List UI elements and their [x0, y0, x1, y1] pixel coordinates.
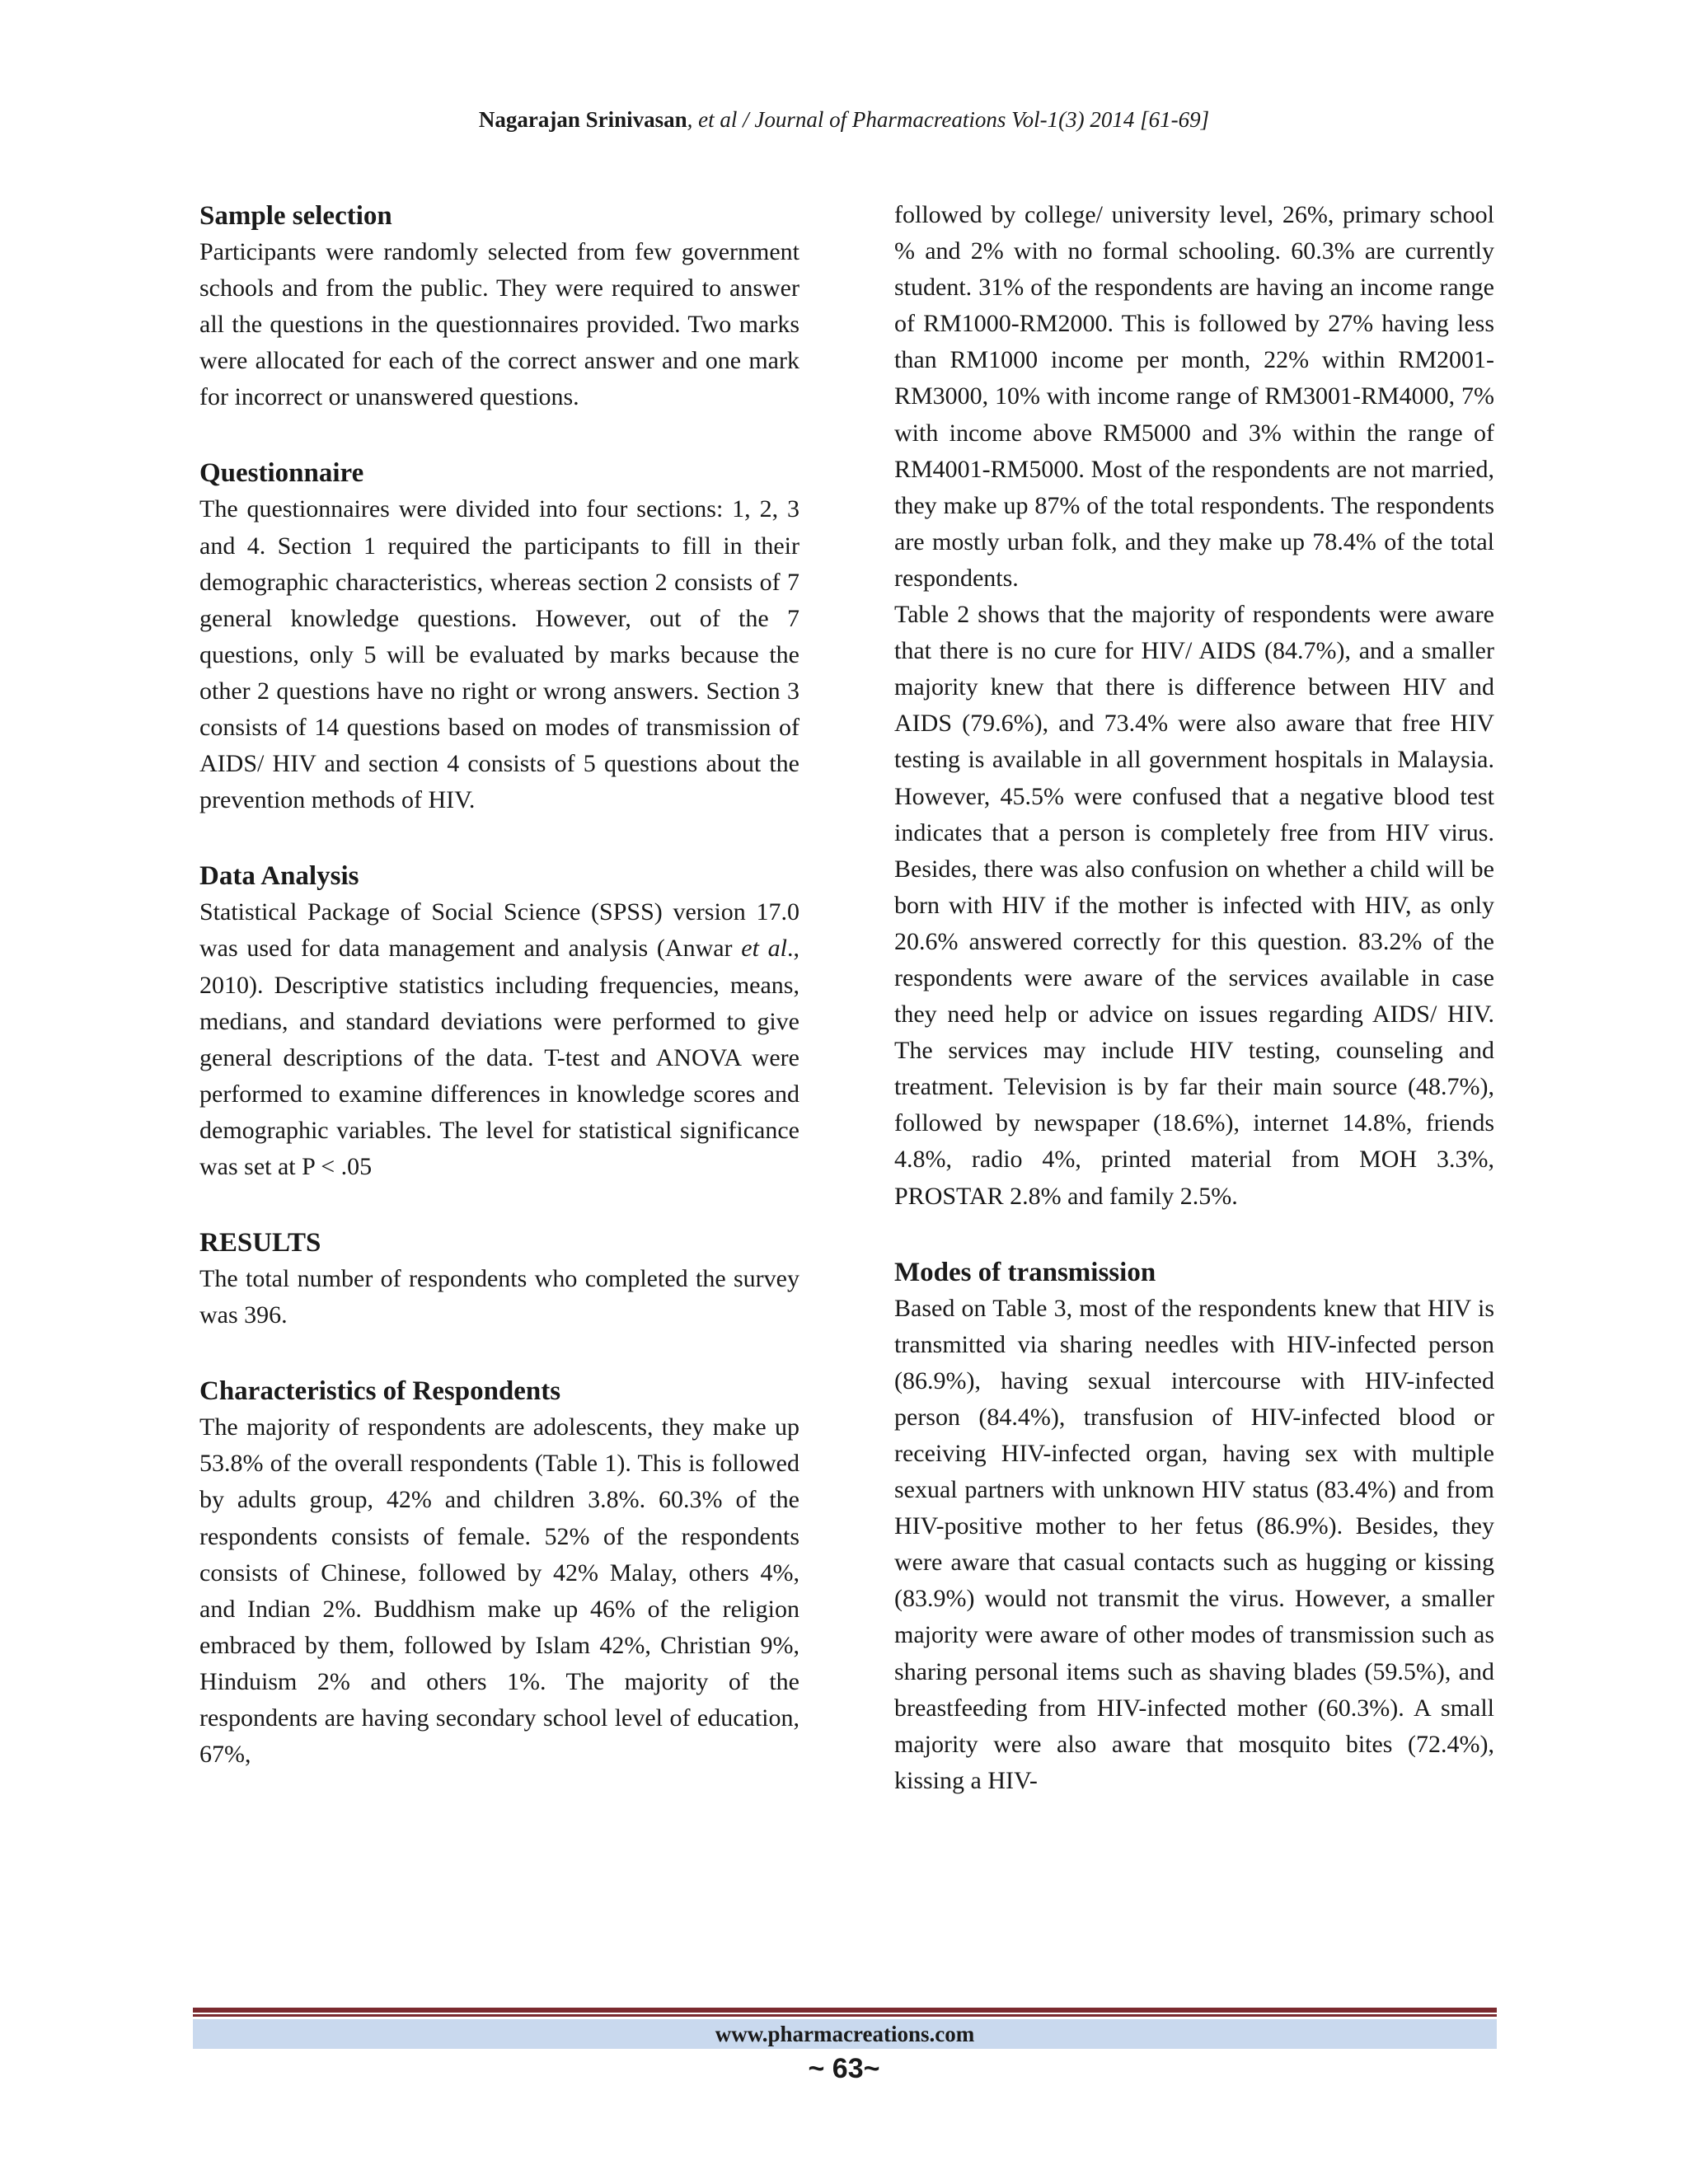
section-gap: [199, 1185, 799, 1221]
section-gap: [199, 1333, 799, 1370]
running-header: [0, 105, 1688, 134]
paragraph-characteristics: The majority of respondents are adolescents, they make up 53.8% of the overall respondents (Table 1). This is followed by adults group, 42% and children 3.8%. 60.3% of the respondents consists of female. 52% of the respondents consists of Chinese, followed by 42% Malay, others 4%, and Indian 2%. Buddhism make up 46% of the religion embraced by them, followed by Islam 42%, Christian 9%, Hinduism 2% and others 1%. The majority of the respondents are having secondary school level of education, 67%,: [199, 1413, 799, 1769]
paragraph-questionnaire: The questionnaires were divided into four sections: 1, 2, 3 and 4. Section 1 required the participants to fill in their demographic characteristics, whereas section 2 consists of 7 general knowledge questions. However, out of the 7 questions, only 5 will be evaluated by marks because the other 2 questions have no right or wrong answers. Section 3 consists of 14 questions based on modes of transmission of AIDS/ HIV and section 4 consists of 5 questions about the prevention methods of HIV.: [199, 495, 799, 814]
footer-rule: [193, 2008, 1497, 2013]
footer-rule-thin: [193, 2014, 1497, 2017]
heading-data-analysis: Data Analysis: [199, 861, 359, 892]
section-gap: [199, 818, 799, 855]
heading-results: RESULTS: [199, 1228, 321, 1258]
heading-sample-selection: Sample selection: [199, 201, 392, 231]
paragraph-results: The total number of respondents who completed the survey was 396.: [199, 1265, 799, 1329]
heading-questionnaire: Questionnaire: [199, 458, 364, 489]
paragraph-table2: Table 2 shows that the majority of respondents were aware that there is no cure for HIV/ AIDS (84.7%), and a smaller majority knew that there is difference between HIV and AIDS (79.6%), and 73.4% were also aware that free HIV testing is available in all government hospitals in Malaysia. However, 45.5% were confused that a negative blood test indicates that a person is completely free from HIV virus. Besides, there was also confusion on whether a child will be born with HIV if the mother is infected with HIV, as only 20.6% answered correctly for this question. 83.2% of the respondents were aware of the services available in case they need help or advice on issues regarding AIDS/ HIV. The services may include HIV testing, counseling and treatment. Television is by far their main source (48.7%), followed by newspaper (18.6%), internet 14.8%, friends 4.8%, radio 4%, printed material from MOH 3.3%, PROSTAR 2.8% and family 2.5%.: [894, 601, 1494, 1210]
header-journal-citation: , et al / Journal of Pharmacreations Vol-1(3) 2014 [61-69]: [687, 107, 1210, 132]
left-column: [199, 194, 799, 1773]
page-number: ~ 63~: [808, 2053, 880, 2084]
section-gap: [894, 1215, 1494, 1251]
paragraph-modes-of-transmission: Based on Table 3, most of the respondents knew that HIV is transmitted via sharing needles with HIV-infected person (86.9%), having sexual intercourse with HIV-infected person (84.4%), transfusion of HIV-infected blood or receiving HIV-infected organ, having sex with multiple sexual partners with unknown HIV status (83.4%) and from HIV-positive mother to her fetus (86.9%). Besides, they were aware that casual contacts such as hugging or kissing (83.9%) would not transmit the virus. However, a smaller majority were aware of other modes of transmission such as sharing personal items such as shaving blades (59.5%), and breastfeeding from HIV-infected mother (60.3%). A small majority were also aware that mosquito bites (72.4%), kissing a HIV-: [894, 1294, 1494, 1794]
right-column: [894, 197, 1494, 1799]
header-author: Nagarajan Srinivasan: [478, 107, 687, 132]
paragraph-sample-selection: Participants were randomly selected from few government schools and from the public. They were required to answer all the questions in the questionnaires provided. Two marks were allocated for each of the correct answer and one mark for incorrect or unanswered questions.: [199, 238, 799, 411]
paragraph-data-analysis: [199, 894, 799, 1185]
section-gap: [199, 415, 799, 452]
footer-website: www.pharmacreations.com: [193, 2019, 1497, 2049]
data-analysis-text-2: ., 2010). Descriptive statistics including frequencies, means, medians, and standard deviations were performed to give general descriptions of the data. T-test and ANOVA were performed to examine differences in knowledge scores and demographic variables. The level for statistical significance was set at P < .05: [199, 935, 799, 1180]
paragraph-continuation: followed by college/ university level, 26%, primary school % and 2% with no formal schooling. 60.3% are currently student. 31% of the respondents are having an income range of RM1000-RM2000. This is followed by 27% having less than RM1000 income per month, 22% within RM2001-RM3000, 10% with income range of RM3001-RM4000, 7% with income above RM5000 and 3% within the range of RM4001-RM5000. Most of the respondents are not married, they make up 87% of the total respondents. The respondents are mostly urban folk, and they make up 78.4% of the total respondents.: [894, 201, 1494, 592]
citation-et-al: et al: [741, 935, 787, 963]
heading-modes-of-transmission: Modes of transmission: [894, 1257, 1156, 1287]
heading-characteristics: Characteristics of Respondents: [199, 1376, 561, 1407]
data-analysis-text-1: Statistical Package of Social Science (SPSS) version 17.0 was used for data management and analysis (Anwar: [199, 898, 799, 963]
